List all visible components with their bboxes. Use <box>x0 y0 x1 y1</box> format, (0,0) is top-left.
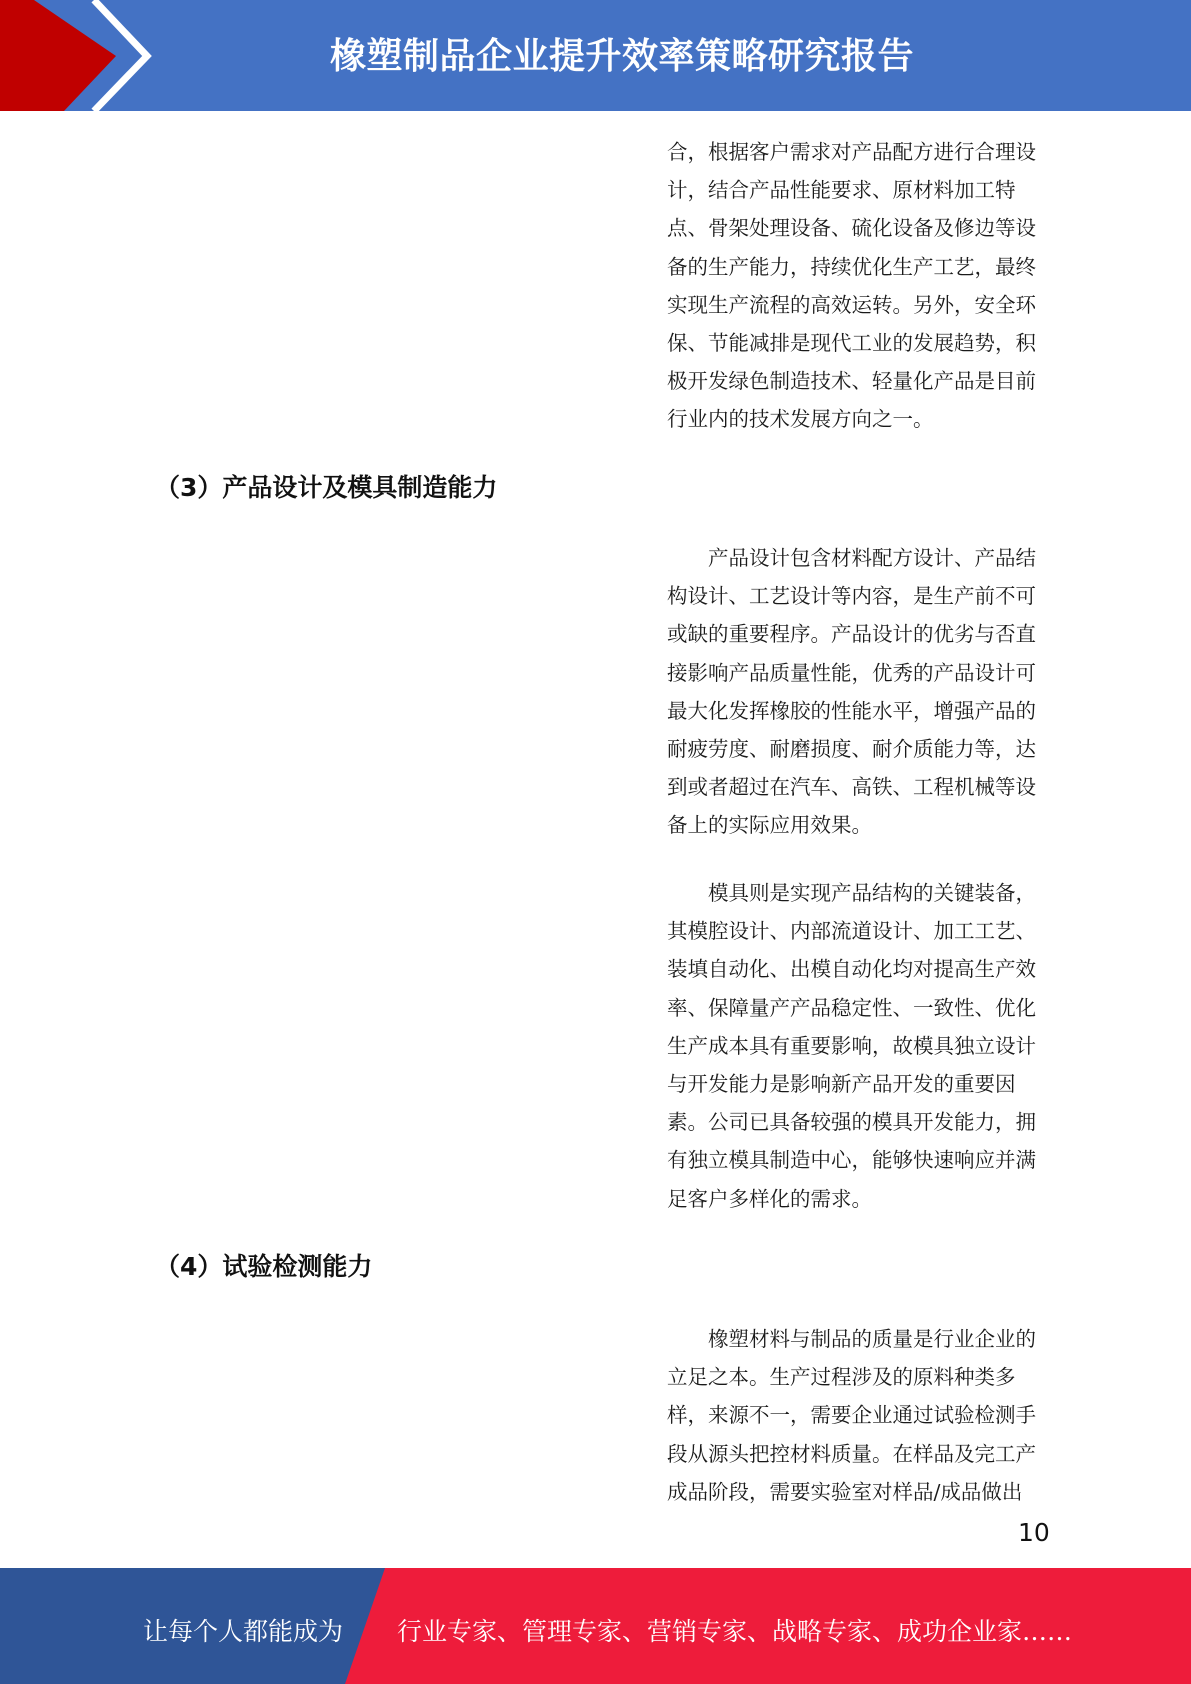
testing-paragraph-1 <box>667 1320 1047 1511</box>
text-line: 极开发绿色制造技术、轻量化产品是目前 <box>667 369 1036 394</box>
text-line: 计，结合产品性能要求、原材料加工特 <box>667 178 1016 203</box>
text-line: 段从源头把控材料质量。在样品及完工产 <box>667 1441 1036 1466</box>
text-line: 模具则是实现产品结构的关键装备， <box>708 881 1036 905</box>
text-line: 保、节能减排是现代工业的发展趋势，积 <box>667 330 1036 355</box>
text-line: 其模腔设计、内部流道设计、加工工艺、 <box>667 919 1036 944</box>
section-heading-testing: （4）试验检测能力 <box>155 1252 373 1281</box>
text-line: 接影响产品质量性能，优秀的产品设计可 <box>667 660 1036 685</box>
section-heading-design: （3）产品设计及模具制造能力 <box>155 473 498 502</box>
page-header <box>0 0 1191 111</box>
text-line: 行业内的技术发展方向之一。 <box>667 407 934 432</box>
text-line: 足客户多样化的需求。 <box>667 1186 872 1211</box>
text-line: 产品设计包含材料配方设计、产品结 <box>708 546 1036 570</box>
footer-slogan-right: 行业专家、管理专家、营销专家、战略专家、成功企业家…… <box>397 1617 1073 1646</box>
text-line: 构设计、工艺设计等内容，是生产前不可 <box>667 584 1036 609</box>
text-line: 装填自动化、出模自动化均对提高生产效 <box>667 957 1036 982</box>
report-title: 橡塑制品企业提升效率策略研究报告 <box>330 36 915 77</box>
text-line: 橡塑材料与制品的质量是行业企业的 <box>708 1327 1036 1351</box>
text-line: 耐疲劳度、耐磨损度、耐介质能力等，达 <box>667 736 1036 761</box>
text-line: 或缺的重要程序。产品设计的优劣与否直 <box>667 622 1036 647</box>
text-line: 实现生产流程的高效运转。另外，安全环 <box>667 292 1036 317</box>
text-line: 合，根据客户需求对产品配方进行合理设 <box>667 140 1036 164</box>
header-red-arrow <box>0 0 116 111</box>
text-line: 点、骨架处理设备、硫化设备及修边等设 <box>667 216 1036 241</box>
text-line: 最大化发挥橡胶的性能水平，增强产品的 <box>667 698 1036 723</box>
design-paragraph-1 <box>667 539 1047 845</box>
text-line: 素。公司已具备较强的模具开发能力，拥 <box>667 1110 1036 1135</box>
text-line: 生产成本具有重要影响，故模具独立设计 <box>667 1033 1036 1058</box>
text-line: 备上的实际应用效果。 <box>667 813 872 838</box>
continuation-paragraph <box>667 133 1047 439</box>
text-line: 成品阶段，需要实验室对样品/成品做出 <box>667 1479 1023 1504</box>
page-number: 10 <box>1018 1518 1050 1547</box>
design-paragraph-2 <box>667 874 1047 1218</box>
text-line: 立足之本。生产过程涉及的原料种类多 <box>667 1365 1016 1390</box>
footer-slogan-left: 让每个人都能成为 <box>143 1617 344 1646</box>
text-line: 率、保障量产产品稳定性、一致性、优化 <box>667 995 1036 1020</box>
text-line: 到或者超过在汽车、高铁、工程机械等设 <box>667 775 1036 800</box>
text-line: 与开发能力是影响新产品开发的重要因 <box>667 1071 1016 1096</box>
text-line: 备的生产能力，持续优化生产工艺，最终 <box>667 254 1036 279</box>
text-line: 有独立模具制造中心，能够快速响应并满 <box>667 1148 1036 1173</box>
text-line: 样，来源不一，需要企业通过试验检测手 <box>667 1403 1036 1428</box>
